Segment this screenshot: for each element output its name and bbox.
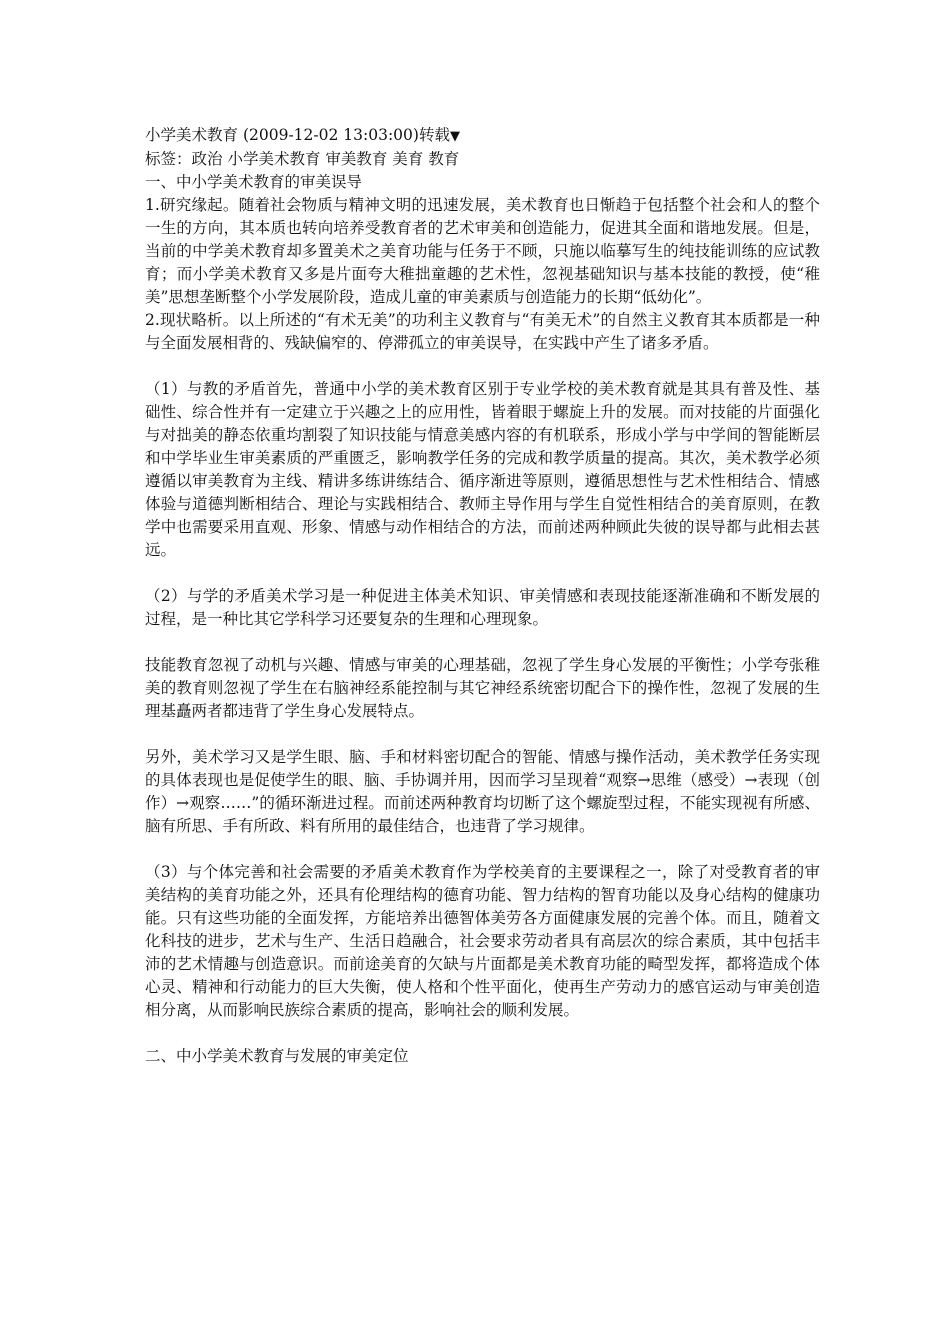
spacer (145, 1022, 820, 1045)
paragraph-research-origin: 1.研究缘起。随着社会物质与精神文明的迅速发展，美术教育也日惭趋于包括整个社会和人的整个一生的方向，其本质也转向培养受教育者的艺术审美和创造能力，促进其全面和谐地发展。但是，当前的中学美术教育却多置美术之美育功能与任务于不顾，只施以临摹写生的纯技能训练的应试教育；而小学美术教育又多是片面夸大稚拙童趣的艺术性，忽视基础知识与基本技能的教授，使“稚美”思想垄断整个小学发展阶段，造成儿童的审美素质与创造能力的长期“低幼化”。 (145, 196, 820, 306)
tags-label: 标签： (145, 150, 192, 168)
tags-list: 政治 小学美术教育 审美教育 美育 教育 (191, 150, 460, 168)
repost-label: 转载 (418, 126, 450, 144)
spacer (145, 631, 820, 654)
paragraph-teaching-conflict: （1）与教的矛盾首先，普通中小学的美术教育区别于专业学校的美术教育就是其具有普及性、基础性、综合性并有一定建立于兴趣之上的应用性，皆着眼于螺旋上升的发展。而对技能的片面强化与对拙美的静态依重均割裂了知识技能与情意美感内容的有机联系，形成小学与中学间的智能断层和中学毕业生审美素质的严重匮乏，影响教学任务的完成和教学质量的提高。其次，美术教学必须遵循以审美教育为主线、精讲多练讲练结合、循序渐进等原则，遵循思想性与艺术性相结合、情感体验与道德判断相结合、理论与实践相结合、教师主导作用与学生自觉性相结合的美育原则，在教学中也需要采用直观、形象、情感与动作相结合的方法，而前述两种顾此失彼的误导都与此相去甚远。 (145, 380, 820, 559)
article-header (145, 124, 820, 148)
article (145, 124, 820, 1068)
section-two-heading: 二、中小学美术教育与发展的审美定位 (145, 1047, 409, 1065)
article-title: 小学美术教育 (145, 126, 239, 144)
spacer (145, 355, 820, 378)
paragraph-learning-conflict: （2）与学的矛盾美术学习是一种促进主体美术知识、审美情感和表现技能逐渐准确和不断发展的过程，是一种比其它学科学习还要复杂的生理和心理现象。 (145, 587, 820, 628)
dropdown-triangle-icon[interactable]: ▼ (449, 129, 460, 144)
article-timestamp: (2009-12-02 13:03:00) (242, 126, 419, 144)
paragraph-individual-society-conflict: （3）与个体完善和社会需要的矛盾美术教育作为学校美育的主要课程之一，除了对受教育者的审美结构的美育功能之外，还具有伦理结构的德育功能、智力结构的智育功能以及身心结构的健康功能。只有这些功能的全面发挥，方能培养出德智体美劳各方面健康发展的完善个体。而且，随着文化科技的进步，艺术与生产、生活日趋融合，社会要求劳动者具有高层次的综合素质，其中包括丰沛的艺术情趣与创造意识。而前途美育的欠缺与片面都是美术教育功能的畸型发挥，都将造成个体心灵、精神和行动能力的巨大失衡，使人格和个性平面化，使再生产劳动力的感官运动与审美创造相分离，从而影响民族综合素质的提高，影响社会的顺利发展。 (145, 863, 820, 1019)
spacer (145, 838, 820, 861)
paragraph-learning-process: 另外，美术学习又是学生眼、脑、手和材料密切配合的智能、情感与操作活动，美术教学任务实现的具体表现也是促使学生的眼、脑、手协调并用，因而学习呈现着“观察→思维（感受）→表现（创作）→观察……”的循环渐进过程。而前述两种教育均切断了这个螺旋型过程，不能实现视有所感、脑有所思、手有所政、料有所用的最佳结合，也违背了学习规律。 (145, 748, 820, 835)
spacer (145, 562, 820, 585)
section-one-heading: 一、中小学美术教育的审美误导 (145, 173, 363, 191)
paragraph-skill-education: 技能教育忽视了动机与兴趣、情感与审美的心理基础，忽视了学生身心发展的平衡性；小学夸张稚美的教育则忽视了学生在右脑神经系能控制与其它神经系统密切配合下的操作性，忽视了发展的生理基矗两者都违背了学生身心发展特点。 (145, 656, 820, 720)
paragraph-status-analysis: 2.现状略析。以上所述的“有术无美”的功利主义教育与“有美无术”的自然主义教育其本质都是一种与全面发展相背的、残缺偏窄的、停滞孤立的审美误导，在实践中产生了诸多矛盾。 (145, 311, 820, 352)
tags-line (145, 148, 820, 171)
spacer (145, 723, 820, 746)
